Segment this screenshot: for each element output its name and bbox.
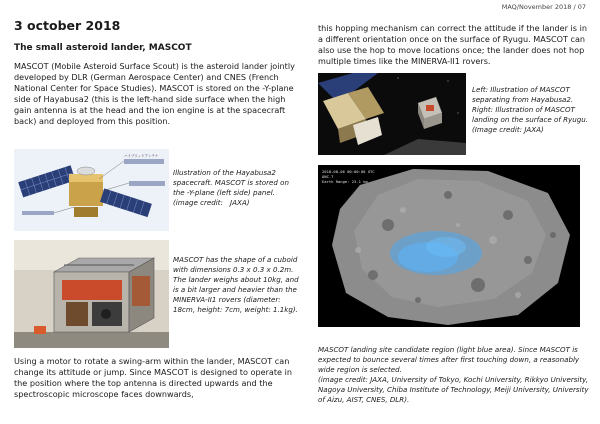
bottom-paragraph: Using a motor to rotate a swing-arm within the lander, MASCOT can change its attitude or jump. Since MASCOT is designed to operate in the position where the top antenna is directed upwards and the spectroscopic microscope faces downwards, xyxy=(14,356,292,399)
mascot-photo xyxy=(14,240,169,348)
figure3-caption: Left: Illustration of MASCOT separating from Hayabusa2. Right: Illustration of MASCOT landing on the surface of Ryugu. (Image credit: JAXA) xyxy=(472,85,588,134)
ryugu-landing-site-image xyxy=(318,165,580,327)
intro-paragraph: MASCOT (Mobile Asteroid Surface Scout) is the asteroid lander jointly developed by DLR (German Aerospace Center) and CNES (French National Center for Space Studies). MASCOT is stored on the -Y-plane side of Hayabusa2 (this is the left-hand side surface when the high gain antenna is at the head and the ion engine is at the spacecraft back) and deployed from this position. xyxy=(14,61,295,126)
figure2-caption: MASCOT has the shape of a cuboid with dimensions 0.3 x 0.3 x 0.2m. The lander weighs about 10kg, and is a bit larger and heavier than the MINERVA-II1 rovers (diameter: 18cm, height: 7cm, weight: 1.1kg). xyxy=(173,255,299,314)
overlay-timestamp: 2018-08-06 00:00:00 UTC xyxy=(322,169,375,174)
antenna-label: ハイブリッドアンテナ xyxy=(124,154,159,158)
overlay-camera: ONC-T xyxy=(322,174,334,179)
mascot-separation-illustration xyxy=(318,73,466,155)
figure4-caption: MASCOT landing site candidate region (light blue area). Since MASCOT is expected to bounce several times after first touching down, a reasonably wide region is selected. (image credit: JAXA, University of Tokyo, Kochi University, Rikkyo University, Nagoya University, Chiba Institute of Technology, Meiji University, University of Aizu, AIST, CNES, DLR). xyxy=(318,345,589,404)
article-date: 3 october 2018 xyxy=(14,18,121,33)
overlay-range: Earth Range: 23.1 km xyxy=(322,179,368,184)
article-subtitle: The small asteroid lander, MASCOT xyxy=(14,43,192,53)
continued-paragraph: this hopping mechanism can correct the attitude if the lander is in a different orientation once on the surface of Ryugu. MASCOT can also use the hop to move locations once; the lander does not hop multiple times like the MINERVA-II1 rovers. xyxy=(318,23,587,66)
figure1-caption: Illustration of the Hayabusa2 spacecraft. MASCOT is stored on the -Y-plane (left side) panel. (image credit: JAXA) xyxy=(173,168,289,207)
hayabusa2-illustration xyxy=(14,149,169,231)
page-reference: MAQ/November 2018 / 07 xyxy=(501,3,586,11)
